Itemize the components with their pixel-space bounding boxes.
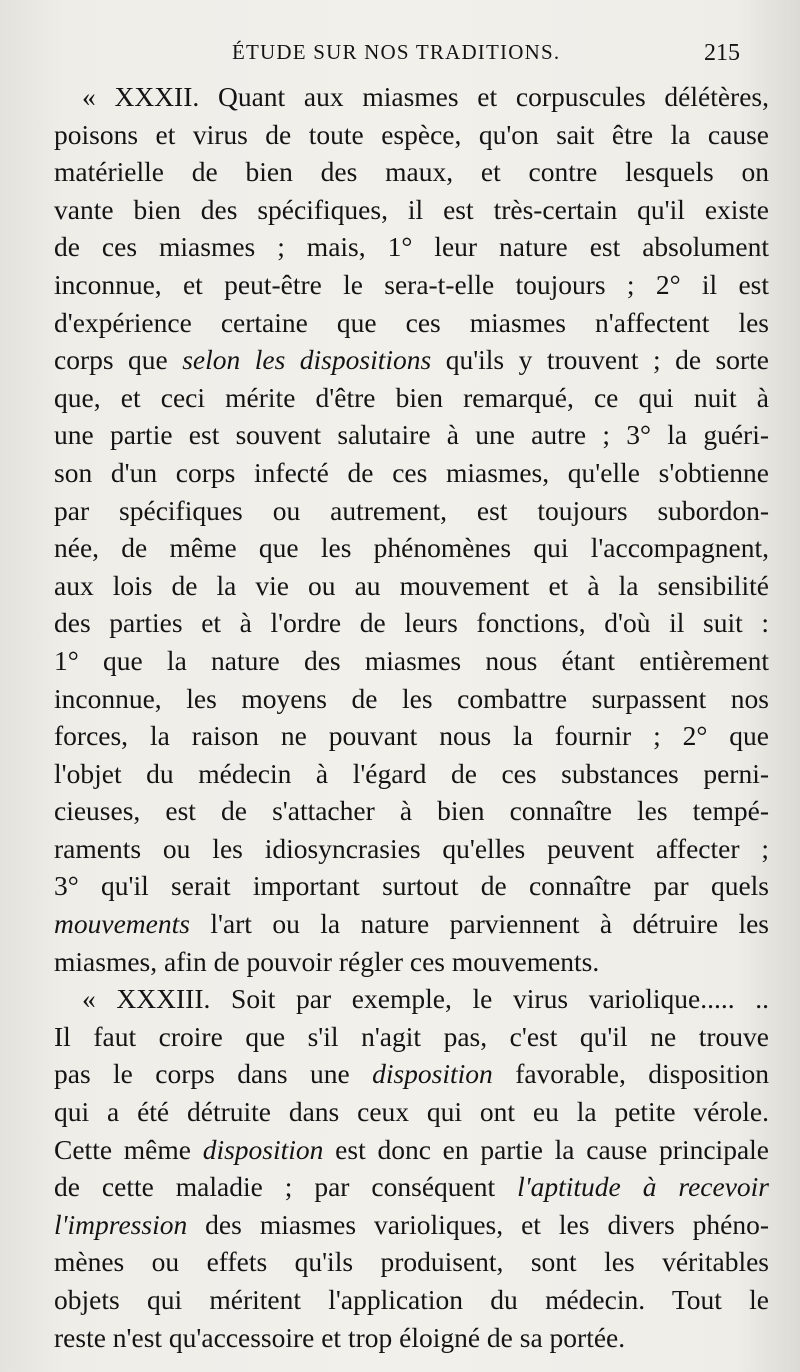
text-line <box>54 1168 769 1206</box>
text-segment: une partie est souvent salutaire à une autre ; 3° la guéri- <box>54 419 769 451</box>
text-segment: de cette maladie ; par conséquent <box>54 1171 518 1203</box>
text-line <box>54 1319 769 1357</box>
text-segment: née, de même que les phénomènes qui l'accompagnent, <box>54 532 769 564</box>
text-line <box>54 717 769 755</box>
italic-text: l'impression <box>54 1208 188 1240</box>
text-segment: « XXXIII. Soit par exemple, le virus variolique..... .. <box>82 983 769 1015</box>
page-header <box>0 40 800 70</box>
text-line <box>54 1018 769 1056</box>
text-line <box>54 604 769 642</box>
text-line <box>54 78 769 116</box>
text-segment: l'art ou la nature parviennent à détruire les <box>189 908 769 940</box>
text-segment: raments ou les idiosyncrasies qu'elles peuvent affecter ; <box>54 832 769 864</box>
text-line <box>54 153 769 191</box>
text-line <box>54 304 769 342</box>
text-segment: miasmes, afin de pouvoir régler ces mouvements. <box>54 945 600 977</box>
text-line <box>54 755 769 793</box>
text-segment: est donc en partie la cause principale <box>323 1133 769 1165</box>
text-segment: cieuses, est de s'attacher à bien connaître les tempé- <box>54 795 769 827</box>
text-segment: vante bien des spécifiques, il est très-certain qu'il existe <box>54 193 769 225</box>
italic-text: l'aptitude à recevoir <box>517 1171 769 1203</box>
text-segment: qui a été détruite dans ceux qui ont eu la petite vérole. <box>54 1096 769 1128</box>
text-line <box>54 266 769 304</box>
italic-text: disposition <box>372 1058 493 1090</box>
text-line <box>54 379 769 417</box>
text-line <box>54 905 769 943</box>
text-line <box>54 680 769 718</box>
text-segment: 1° que la nature des miasmes nous étant entièrement <box>54 644 769 676</box>
text-segment: que, et ceci mérite d'être bien remarqué, ce qui nuit à <box>54 381 769 413</box>
text-line <box>54 1055 769 1093</box>
text-line <box>54 1243 769 1281</box>
text-segment: objets qui méritent l'application du médecin. Tout le <box>54 1284 769 1315</box>
text-segment: corps que <box>54 344 183 376</box>
text-segment: qu'ils y trouvent ; de sorte <box>431 344 769 376</box>
text-line <box>54 492 769 530</box>
text-line <box>54 642 769 680</box>
text-line <box>54 1206 769 1244</box>
running-title: ÉTUDE SUR NOS TRADITIONS. <box>232 40 561 64</box>
page-number: 215 <box>704 40 740 66</box>
text-segment: mènes ou effets qu'ils produisent, sont les véritables <box>54 1246 769 1278</box>
text-line <box>54 454 769 492</box>
text-segment: par spécifiques ou autrement, est toujours subordon- <box>54 494 769 526</box>
text-segment: l'objet du médecin à l'égard de ces substances perni- <box>54 757 769 789</box>
text-segment: 3° qu'il serait important surtout de connaître par quels <box>54 870 769 902</box>
text-segment: aux lois de la vie ou au mouvement et à la sensibilité <box>54 569 769 601</box>
text-line <box>54 529 769 567</box>
text-line <box>54 1093 769 1131</box>
text-segment: forces, la raison ne pouvant nous la fournir ; 2° que <box>54 720 769 752</box>
text-segment: « XXXII. Quant aux miasmes et corpuscules délétères, <box>82 81 769 112</box>
text-segment: pas le corps dans une <box>54 1058 373 1090</box>
italic-text: mouvements <box>54 908 190 940</box>
text-line <box>54 830 769 868</box>
text-line <box>54 1281 769 1319</box>
text-segment: reste n'est qu'accessoire et trop éloigné de sa portée. <box>54 1321 626 1353</box>
text-line <box>54 191 769 229</box>
text-line <box>54 567 769 605</box>
text-segment: Cette même <box>54 1133 203 1165</box>
text-line <box>54 792 769 830</box>
text-line <box>54 867 769 905</box>
text-segment: Il faut croire que s'il n'agit pas, c'est qu'il ne trouve <box>54 1020 769 1052</box>
text-segment: des miasmes varioliques, et les divers phéno- <box>187 1208 769 1240</box>
text-line <box>54 416 769 454</box>
text-segment: son d'un corps infecté de ces miasmes, qu'elle s'obtienne <box>54 456 769 488</box>
text-segment: matérielle de bien des maux, et contre lesquels on <box>54 156 769 188</box>
italic-text: selon les dispositions <box>182 344 432 376</box>
text-line <box>54 1131 769 1169</box>
italic-text: disposition <box>202 1133 324 1165</box>
text-line <box>54 943 769 981</box>
text-segment: favorable, disposition <box>492 1058 769 1090</box>
text-line <box>54 116 769 154</box>
text-segment: inconnue, les moyens de les combattre surpassent nos <box>54 682 769 714</box>
text-line <box>54 980 769 1018</box>
text-segment: poisons et virus de toute espèce, qu'on sait être la cause <box>54 118 769 150</box>
text-line <box>54 341 769 379</box>
text-segment: d'expérience certaine que ces miasmes n'affectent les <box>54 306 769 338</box>
body-text <box>54 78 769 1356</box>
text-segment: de ces miasmes ; mais, 1° leur nature est absolument <box>54 231 769 263</box>
text-segment: des parties et à l'ordre de leurs fonctions, d'où il suit : <box>54 607 769 639</box>
text-line <box>54 228 769 266</box>
text-segment: inconnue, et peut-être le sera-t-elle toujours ; 2° il est <box>54 268 769 300</box>
